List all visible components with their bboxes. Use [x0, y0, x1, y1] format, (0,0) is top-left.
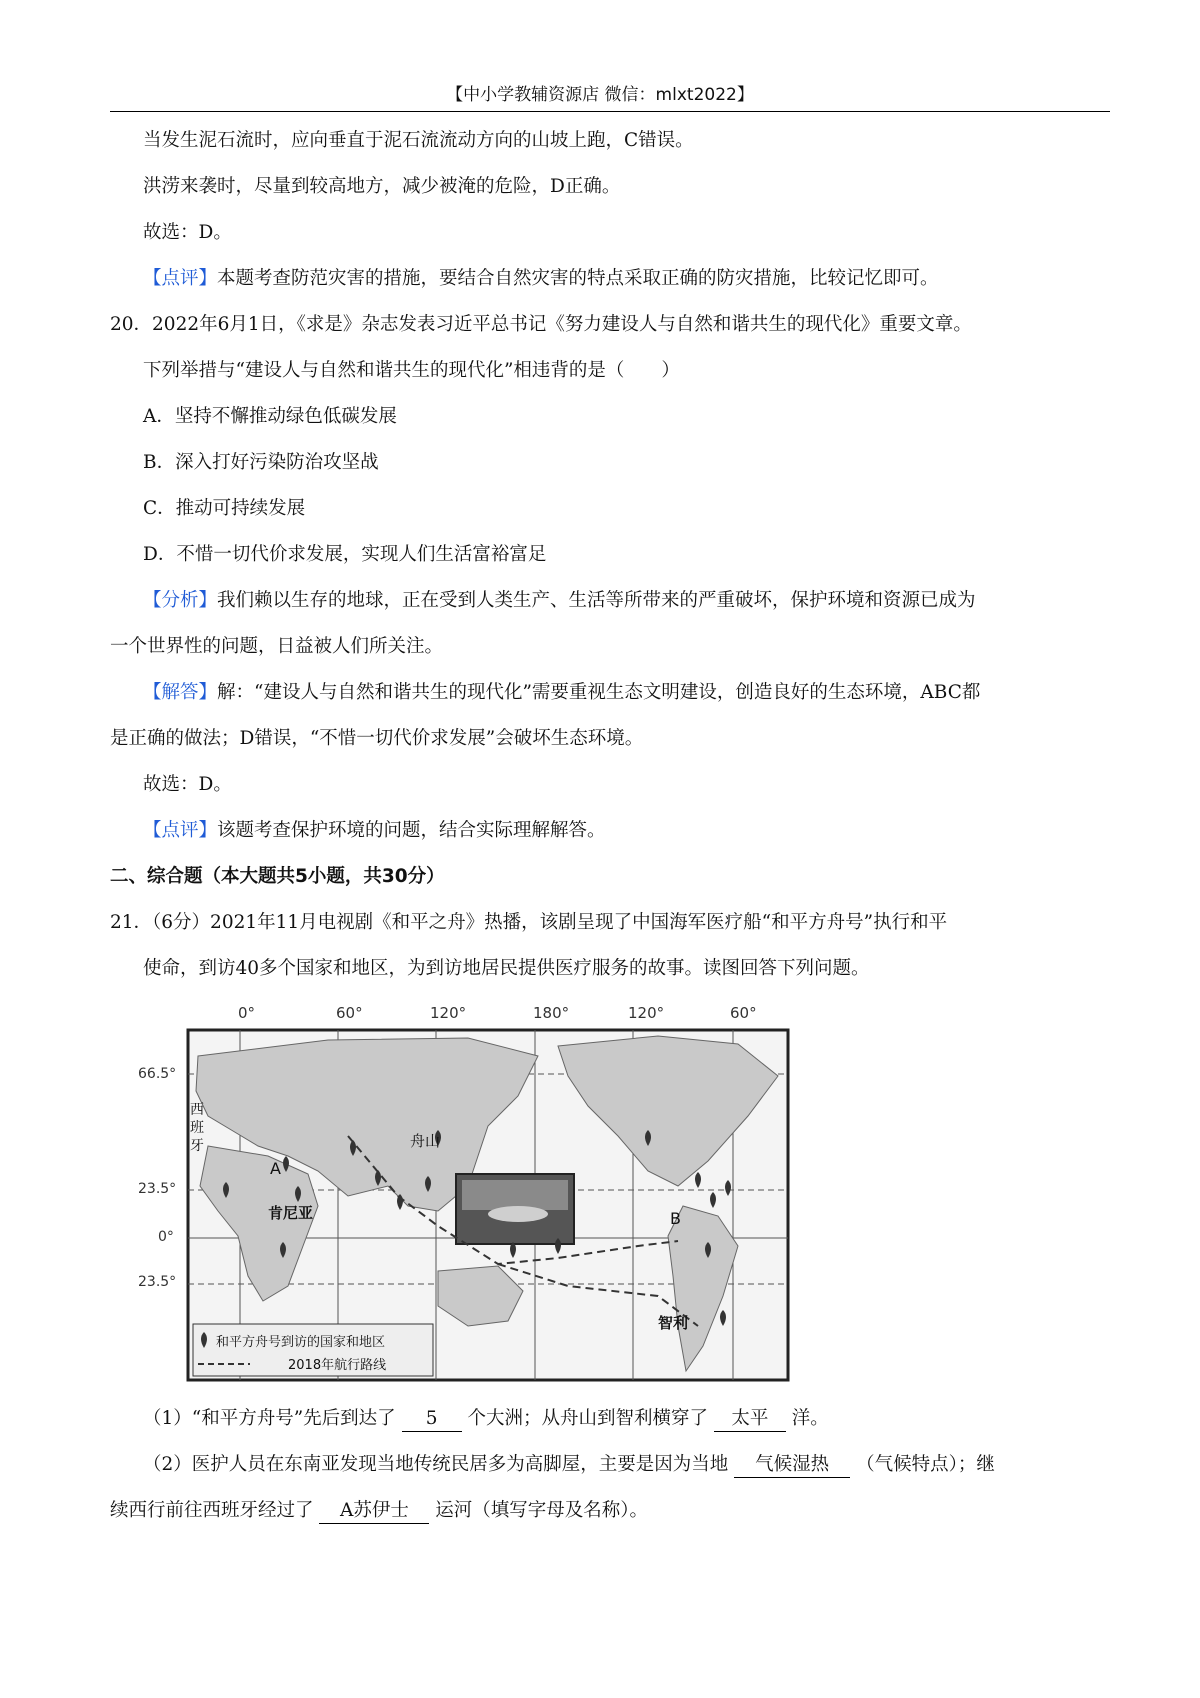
q20-option-d: D．不惜一切代价求发展，实现人们生活富裕富足: [143, 544, 547, 565]
world-map: [138, 996, 798, 1396]
sub3-text-a: 续西行前往西班牙经过了: [110, 1500, 314, 1521]
lat-label: 23.5°: [138, 1181, 177, 1197]
analysis-tag: 【分析】: [143, 590, 218, 611]
sub1-text-b: 个大洲；从舟山到智利横穿了: [467, 1408, 708, 1429]
answer-climate: 气候湿热: [734, 1453, 850, 1478]
page-header: 【中小学教辅资源店 微信：mlxt2022】: [446, 85, 754, 105]
q21-stem: 21．（6分）2021年11月电视剧《和平之舟》热播，该剧呈现了中国海军医疗船“和平方舟号”执行和平: [110, 912, 948, 933]
lon-label: 120°: [430, 1004, 467, 1022]
text-line: 当发生泥石流时，应向垂直于泥石流流动方向的山坡上跑，C错误。: [143, 130, 694, 151]
comment-line: [110, 256, 1110, 302]
section-title: 二、综合题（本大题共5小题，共30分）: [110, 866, 445, 887]
answer-canal: A苏伊士: [319, 1499, 429, 1524]
q21-stem-cont: 使命，到访40多个国家和地区，为到访地居民提供医疗服务的故事。读图回答下列问题。: [143, 958, 870, 979]
choice-line: 故选：D。: [143, 774, 232, 795]
map-label-kenya: 肯尼亚: [268, 1204, 314, 1222]
lat-label: 66.5°: [138, 1066, 177, 1082]
sub2-text-a: （2）医护人员在东南亚发现当地传统民居多为高脚屋，主要是因为当地: [143, 1454, 729, 1475]
legend-marker-label: 和平方舟号到访的国家和地区: [216, 1335, 386, 1350]
sub3-text-b: 运河（填写字母及名称）。: [435, 1500, 649, 1521]
sub2-text-b: （气候特点）；继: [856, 1454, 995, 1475]
q20-stem-cont: 下列举措与“建设人与自然和谐共生的现代化”相违背的是（ ）: [143, 360, 680, 381]
map-label-zhoushan: 舟山: [410, 1132, 441, 1150]
answer-text: 解：“建设人与自然和谐共生的现代化”需要重视生态文明建设，创造良好的生态环境，ABC都: [217, 682, 981, 703]
lon-label: 120°: [628, 1004, 665, 1022]
answer-ocean: 太平: [714, 1407, 786, 1432]
document-body: [110, 118, 1110, 1534]
map-label-spain: 牙: [190, 1138, 204, 1154]
text-line: 洪涝来袭时，尽量到较高地方，减少被淹的危险，D正确。: [143, 176, 621, 197]
lon-label: 0°: [238, 1004, 256, 1022]
lon-label: 60°: [730, 1004, 757, 1022]
lat-label: 0°: [158, 1229, 174, 1245]
q21-subquestion-2: [110, 1442, 1110, 1488]
analysis-line-cont: 一个世界性的问题，日益被人们所关注。: [110, 636, 444, 657]
sub1-text-a: （1）“和平方舟号”先后到达了: [143, 1408, 396, 1429]
q21-subquestion-2-cont: [110, 1488, 1110, 1534]
q21-subquestion-1: [110, 1396, 1110, 1442]
comment-tag: 【点评】: [143, 820, 218, 841]
map-label-b: B: [670, 1209, 681, 1228]
map-label-spain: 班: [190, 1120, 204, 1136]
answer-line: [110, 670, 1110, 716]
comment-text: 该题考查保护环境的问题，结合实际理解解答。: [217, 820, 606, 841]
comment-tag: 【点评】: [143, 268, 218, 289]
answer-tag: 【解答】: [143, 682, 218, 703]
q20-option-a: A．坚持不懈推动绿色低碳发展: [143, 406, 397, 427]
map-label-chile: 智利: [658, 1314, 689, 1332]
q20-option-b: B．深入打好污染防治攻坚战: [143, 452, 379, 473]
comment-line: [110, 808, 1110, 854]
ship-photo-sky: [462, 1180, 568, 1210]
lon-label: 60°: [336, 1004, 363, 1022]
text-line: 故选：D。: [143, 222, 232, 243]
lon-label: 180°: [533, 1004, 570, 1022]
ship-photo-hull: [488, 1206, 548, 1222]
sub1-text-c: 洋。: [791, 1408, 829, 1429]
header-rule: [110, 111, 1110, 112]
answer-continents: 5: [402, 1407, 462, 1432]
analysis-text: 我们赖以生存的地球，正在受到人类生产、生活等所带来的严重破坏，保护环境和资源已成为: [217, 590, 976, 611]
comment-text: 本题考查防范灾害的措施，要结合自然灾害的特点采取正确的防灾措施，比较记忆即可。: [217, 268, 939, 289]
map-label-spain: 西: [190, 1102, 204, 1118]
map-label-a: A: [270, 1159, 281, 1178]
q20-option-c: C．推动可持续发展: [143, 498, 306, 519]
legend-route-label: 2018年航行路线: [288, 1358, 387, 1373]
lat-label: 23.5°: [138, 1274, 177, 1290]
analysis-line: [110, 578, 1110, 624]
answer-line-cont: 是正确的做法；D错误，“不惜一切代价求发展”会破坏生态环境。: [110, 728, 644, 749]
q20-stem: 20．2022年6月1日，《求是》杂志发表习近平总书记《努力建设人与自然和谐共生的现代化》重要文章。: [110, 314, 972, 335]
world-map-figure: [138, 996, 798, 1396]
